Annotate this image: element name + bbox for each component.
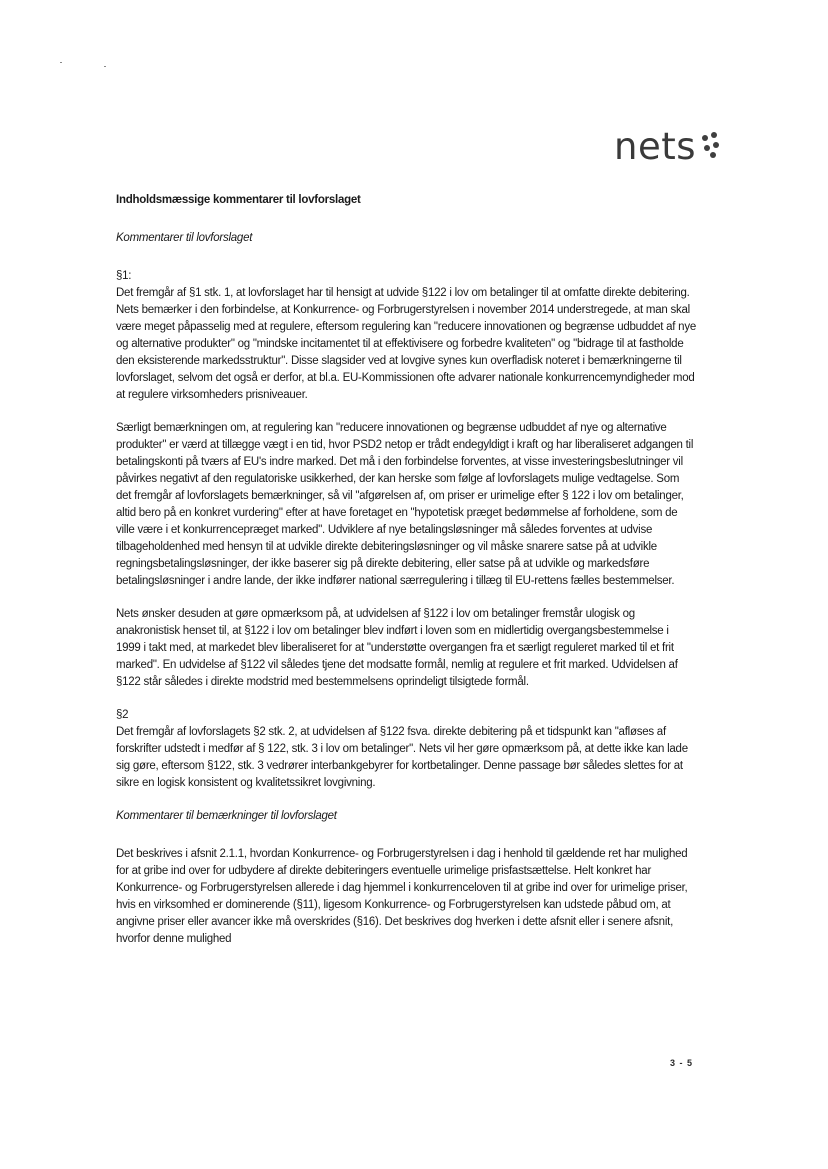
section-subtitle-lovforslaget: Kommentarer til lovforslaget <box>116 232 253 244</box>
document-body <box>116 192 696 948</box>
section-subtitle-bemaerkninger: Kommentarer til bemærkninger til lovforslaget <box>116 810 337 822</box>
scan-speck <box>104 66 106 67</box>
logo-dots-icon <box>700 132 722 162</box>
paragraph: Nets ønsker desuden at gøre opmærksom på, at udvidelsen af §122 i lov om betalinger fremstår ulogisk og anakronistisk henset til, at §122 i lov om betalinger blev indført i loven som en midlertidig overgangsbestemmelse i 1999 i takt med, at markedet blev liberaliseret for at "understøtte overgangen fra et særligt reguleret marked til et frit marked". En udvidelse af §122 vil således tjene det modsatte formål, nemlig at regulere et frit marked. Udvidelsen af §122 står således i direkte modstrid med bestemmelsens oprindeligt tilsigtede formål. <box>116 608 678 688</box>
section-label-2: §2 <box>116 709 129 721</box>
section-label-1: §1: <box>116 270 132 282</box>
paragraph: Det fremgår af §1 stk. 1, at lovforslaget har til hensigt at udvide §122 i lov om betalinger til at omfatte direkte debitering. Nets bemærker i den forbindelse, at Konkurrence- og Forbrugerstyrelsen i november 2014 understregede, at man skal være meget påpasselig med at regulere, eftersom regulering kan "reducere innovationen og begrænse udbuddet af nye og alternative produkter" og "mindske incitamentet til at effektivisere og forbedre kvaliteten" og "bidrage til at fastholde den eksisterende markedsstruktur". Disse slagsider ved at lovgive synes kun overfladisk noteret i bemærkningerne til lovforslaget, selvom det også er derfor, at bl.a. EU-Kommissionen ofte advarer nationale konkurrencemyndigheder mod at regulere virksomheders prisniveauer. <box>116 287 696 401</box>
document-title: Indholdsmæssige kommentarer til lovforslaget <box>116 194 361 206</box>
paragraph: Det fremgår af lovforslagets §2 stk. 2, at udvidelsen af §122 fsva. direkte debitering på et tidspunkt kan "afløses af forskrifter udstedt i medfør af § 122, stk. 3 i lov om betalinger". Nets vil her gøre opmærksom på, at dette ikke kan lade sig gøre, eftersom §122, stk. 3 vedrører interbankgebyrer for kortbetalinger. Denne passage bør således slettes for at sikre en logisk konsistent og kvalitetssikret lovgivning. <box>116 726 688 789</box>
scan-speck <box>60 62 62 63</box>
logo-wordmark: nets <box>614 125 696 168</box>
paragraph: Særligt bemærkningen om, at regulering kan "reducere innovationen og begrænse udbuddet af nye og alternative produkter" er værd at tillægge vægt i en tid, hvor PSD2 netop er trådt endegyldigt i kraft og har liberaliseret adgangen til betalingskonti på tværs af EU's indre marked. Det må i den forbindelse forventes, at visse investeringsbeslutninger vil påvirkes negativt af den regulatoriske usikkerhed, der kan herske som følge af lovforslagets mulige vedtagelse. Som det fremgår af lovforslagets bemærkninger, så vil "afgørelsen af, om priser er urimelige efter § 122 i lov om betalinger, altid bero på en konkret vurdering" efter at have foretaget en "hypotetisk præget bedømmelse af forholdene, som de ville være i et konkurrencepræget marked". Udviklere af nye betalingsløsninger må således forventes at udvise tilbageholdenhed med hensyn til at udvikle direkte debiteringsløsninger og vil måske snarere satse på at udvikle regningsbetalingsløsninger, der ikke baserer sig på direkte debitering, eller satse på at udvikle og markedsføre betalingsløsninger i andre lande, der ikke indfører national særregulering i tillæg til EU-rettens fælles bestemmelser. <box>116 422 694 587</box>
page-number: 3 - 5 <box>670 1058 694 1068</box>
paragraph: Det beskrives i afsnit 2.1.1, hvordan Konkurrence- og Forbrugerstyrelsen i dag i henhold til gældende ret har mulighed for at gribe ind over for udbydere af direkte debiteringers eventuelle urimelige prisfastsættelse. Helt konkret har Konkurrence- og Forbrugerstyrelsen allerede i dag hjemmel i konkurrenceloven til at gribe ind over for urimelige priser, hvis en virksomhed er dominerende (§11), ligesom Konkurrence- og Forbrugerstyrelsen kan udstede påbud om, at angivne priser eller avancer ikke må overskrides (§16). Det beskrives dog hverken i dette afsnit eller i senere afsnit, hvorfor denne mulighed <box>116 848 688 945</box>
nets-logo <box>614 125 722 168</box>
